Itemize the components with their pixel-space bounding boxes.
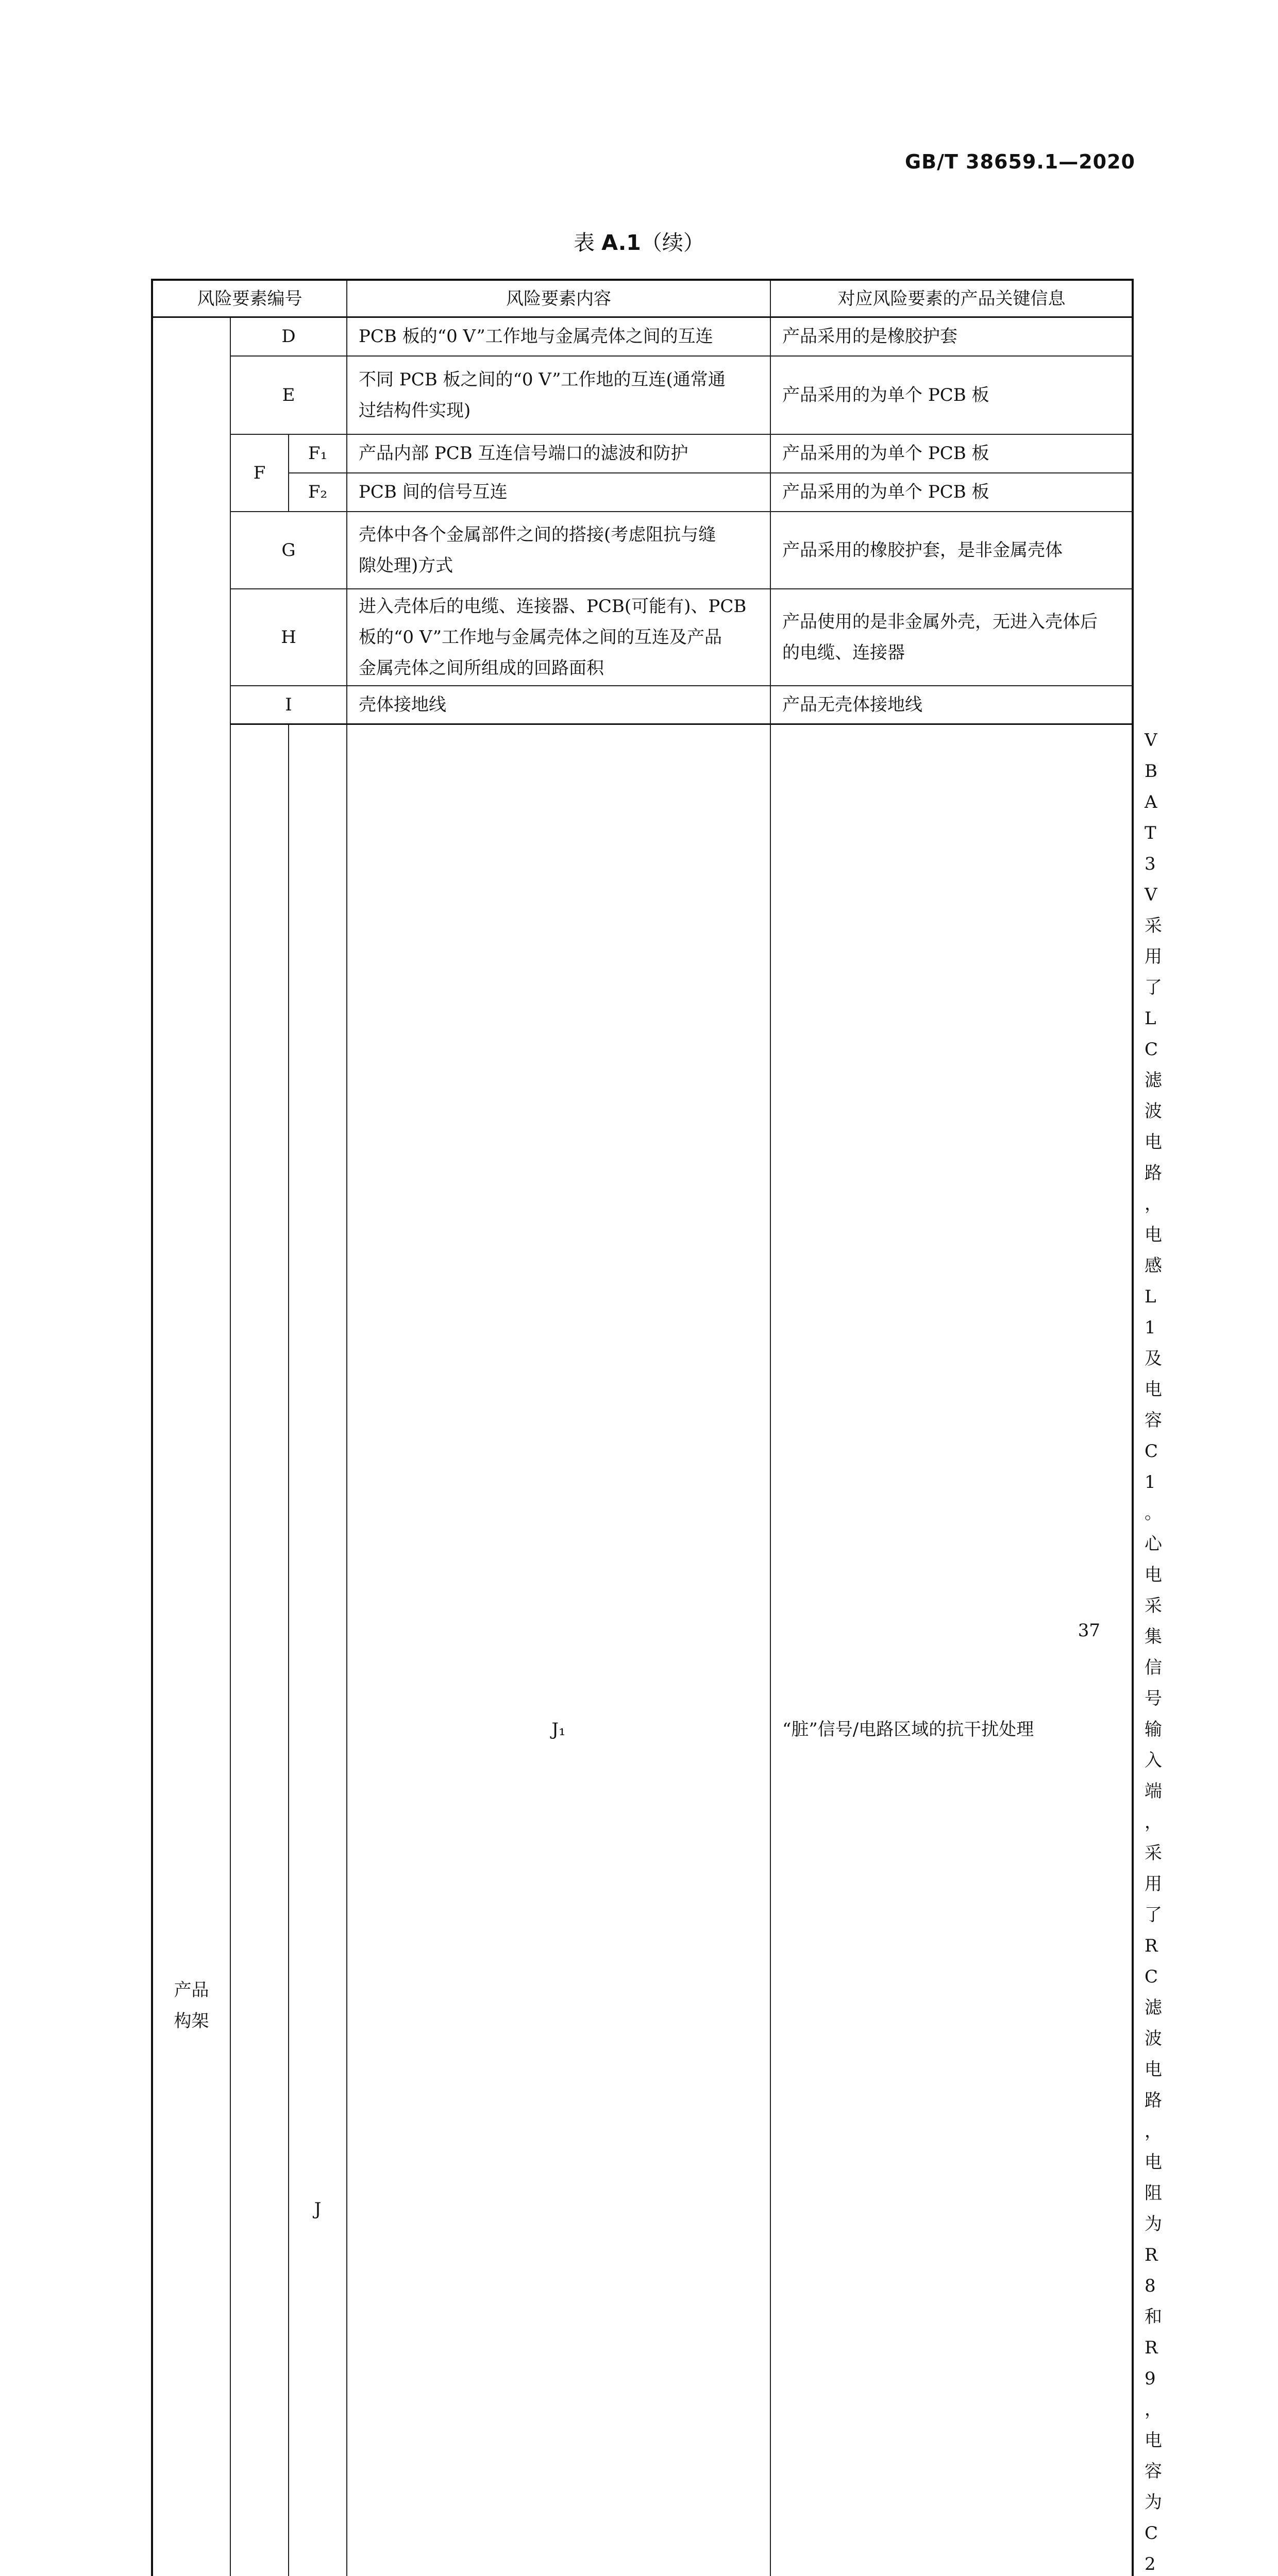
content-line: 不同 PCB 板之间的“0 V”工作地的互连(通常通 xyxy=(359,364,759,395)
row-code: F xyxy=(230,434,289,512)
row-info xyxy=(770,317,1133,356)
caption-label: A.1 xyxy=(601,230,641,255)
category-product-architecture xyxy=(152,317,230,2576)
row-content xyxy=(347,512,770,589)
risk-element-table xyxy=(151,279,1134,2576)
info-line: 的电缆、连接器 xyxy=(782,637,1121,668)
table-row xyxy=(152,317,1133,356)
category-line: 产品 xyxy=(164,1975,218,2006)
row-content xyxy=(770,724,1133,2576)
category-schematic xyxy=(230,724,289,2576)
table-caption xyxy=(0,226,1278,256)
row-subcode: F₂ xyxy=(289,473,347,512)
info-line: 产品采用的为单个 PCB 板 xyxy=(782,438,1121,469)
content-line: 进入壳体后的电缆、连接器、PCB(可能有)、PCB xyxy=(359,591,759,622)
content-line: 金属壳体之间所组成的回路面积 xyxy=(359,653,759,684)
row-subcode: F₁ xyxy=(289,434,347,473)
content-line: 产品内部 PCB 互连信号端口的滤波和防护 xyxy=(359,438,759,469)
table-row xyxy=(152,512,1133,589)
content-line: 壳体接地线 xyxy=(359,689,759,720)
category-line: 构架 xyxy=(164,2006,218,2037)
row-info xyxy=(770,434,1133,473)
info-line: 产品使用的是非金属外壳，无进入壳体后 xyxy=(782,606,1121,637)
table-row xyxy=(152,686,1133,724)
standard-number: GB/T 38659.1—2020 xyxy=(905,150,1135,173)
row-info xyxy=(770,686,1133,724)
row-content xyxy=(347,356,770,434)
row-content xyxy=(347,589,770,686)
content-line: “脏”信号/电路区域的抗干扰处理 xyxy=(782,1714,1121,1745)
info-line: 产品采用的为单个 PCB 板 xyxy=(782,477,1121,507)
content-line: 壳体中各个金属部件之间的搭接(考虑阻抗与缝 xyxy=(359,519,759,550)
caption-prefix: 表 xyxy=(574,230,601,255)
content-line: PCB 板的“0 V”工作地与金属壳体之间的互连 xyxy=(359,321,759,352)
table-row: J J₁ “脏”信号/电路区域的抗干扰处理 VBAT3V 采用了 LC 滤波电路，电感 L1 及电容 C1。 心电采集信号输入端，采用了 RC 滤波电 路，电阻为 R8 和 R9，电容为 C2 xyxy=(152,724,1133,2576)
content-line: PCB 间的信号互连 xyxy=(359,477,759,507)
page-number: 37 xyxy=(1078,1620,1100,1641)
caption-suffix: （续） xyxy=(641,230,704,255)
header-risk-element-no: 风险要素编号 xyxy=(152,280,347,317)
row-code: I xyxy=(230,686,347,724)
table-row xyxy=(152,356,1133,434)
row-content xyxy=(347,473,770,512)
info-line: 产品采用的橡胶护套，是非金属壳体 xyxy=(782,535,1121,566)
row-info xyxy=(770,512,1133,589)
row-info xyxy=(770,589,1133,686)
table-row xyxy=(152,434,1133,473)
table-header-row xyxy=(152,280,1133,317)
table-row xyxy=(152,473,1133,512)
row-code: H xyxy=(230,589,347,686)
row-content xyxy=(347,686,770,724)
row-info xyxy=(770,356,1133,434)
row-code: E xyxy=(230,356,347,434)
header-risk-element-content: 风险要素内容 xyxy=(347,280,770,317)
content-line: 过结构件实现) xyxy=(359,395,759,426)
table-row xyxy=(152,589,1133,686)
header-key-product-info: 对应风险要素的产品关键信息 xyxy=(770,280,1133,317)
row-content xyxy=(347,434,770,473)
info-line: 产品采用的是橡胶护套 xyxy=(782,321,1121,352)
info-line: 产品无壳体接地线 xyxy=(782,689,1121,720)
content-line: 隙处理)方式 xyxy=(359,550,759,581)
row-content xyxy=(347,317,770,356)
row-subcode: J₁ xyxy=(347,724,770,2576)
content-line: 板的“0 V”工作地与金属壳体之间的互连及产品 xyxy=(359,622,759,653)
row-info xyxy=(770,473,1133,512)
row-code: J xyxy=(289,724,347,2576)
row-code: G xyxy=(230,512,347,589)
row-code: D xyxy=(230,317,347,356)
info-line: 产品采用的为单个 PCB 板 xyxy=(782,380,1121,411)
